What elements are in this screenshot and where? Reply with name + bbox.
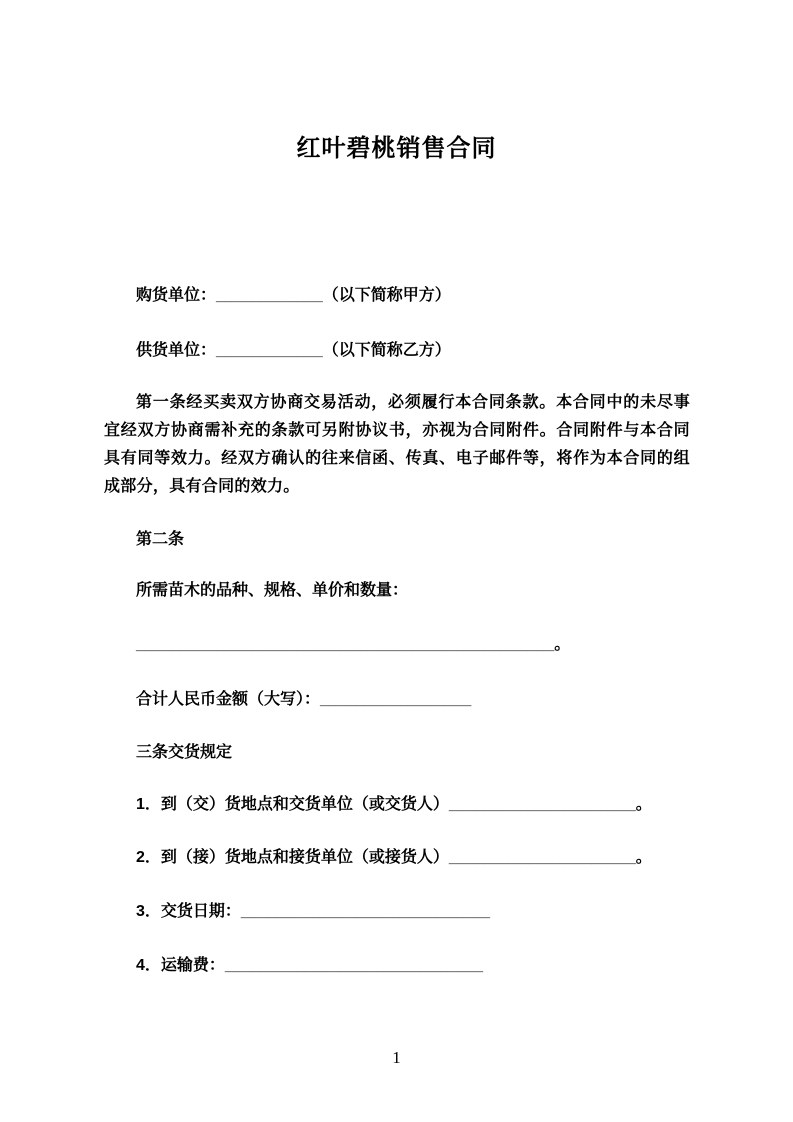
delivery-item-3	[104, 898, 693, 926]
delivery-item-4-blank-field: _____________________________	[224, 957, 483, 974]
delivery-item-3-blank-field: ____________________________	[240, 903, 491, 920]
page-title: 红叶碧桃销售合同	[296, 135, 497, 162]
seller-suffix: （以下简称乙方）	[322, 342, 451, 359]
article2-heading: 第二条	[136, 531, 185, 548]
total-amount-label: 合计人民币金额（大写）：	[136, 691, 321, 708]
buyer-suffix: （以下简称甲方）	[322, 287, 451, 304]
delivery-item-2-label: 2．到（接）货地点和接货单位（或接货人）	[136, 849, 449, 866]
buyer-line	[104, 282, 693, 310]
buyer-label: 购货单位：	[136, 287, 217, 304]
article2-requirement: 所需苗木的品种、规格、单价和数量：	[136, 582, 409, 599]
page-number: 1	[392, 1048, 401, 1067]
total-amount-blank-field: _________________	[320, 691, 472, 708]
article1-paragraph: 第一条经买卖双方协商交易活动，必须履行本合同条款。本合同中的未尽事宜经双方协商需补充的条款可另附协议书，亦视为合同附件。合同附件与本合同具有同等效力。经双方确认的往来信函、传真、电子邮件等，将作为本合同的组成部分，具有合同的效力。	[104, 394, 690, 495]
delivery-item-1-blank-field: _____________________	[448, 796, 636, 813]
delivery-item-2	[104, 844, 693, 872]
delivery-item-2-period: 。	[635, 849, 652, 866]
delivery-item-1-period: 。	[635, 796, 652, 813]
total-amount-line	[104, 686, 693, 714]
seller-label: 供货单位：	[136, 342, 217, 359]
delivery-item-3-label: 3．交货日期：	[136, 903, 241, 920]
seller-line	[104, 337, 693, 365]
delivery-item-4-label: 4．运输费：	[136, 957, 225, 974]
delivery-item-4	[104, 952, 693, 980]
delivery-item-1	[104, 791, 693, 819]
article3-heading: 三条交货规定	[136, 744, 233, 761]
delivery-item-2-blank-field: _____________________	[448, 849, 636, 866]
article2-blank-line	[104, 631, 693, 659]
seller-blank-field: ____________	[216, 342, 323, 359]
species-blank-field: _______________________________________________	[136, 636, 555, 653]
buyer-blank-field: ____________	[216, 287, 323, 304]
blank-line-period: 。	[554, 636, 571, 653]
delivery-item-1-label: 1．到（交）货地点和交货单位（或交货人）	[136, 796, 449, 813]
